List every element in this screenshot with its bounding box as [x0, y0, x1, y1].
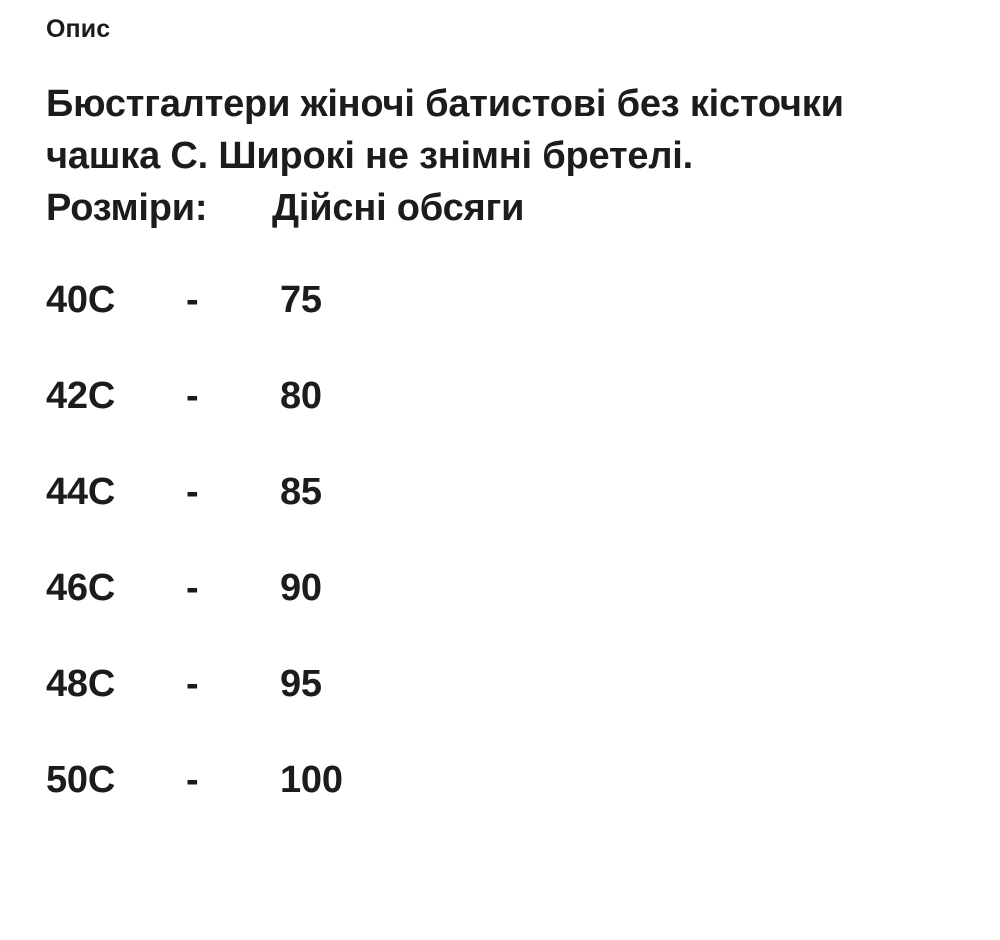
table-row: [46, 470, 343, 566]
size-value: 95: [280, 663, 322, 705]
separator-dash: -: [186, 567, 199, 609]
size-table: [46, 278, 343, 802]
table-row: [46, 566, 343, 662]
separator-dash: -: [186, 471, 199, 513]
description-block: [46, 78, 960, 234]
table-row: [46, 662, 343, 758]
size-code: 50С: [46, 759, 116, 801]
table-row: [46, 758, 343, 802]
table-row: [46, 374, 343, 470]
size-code: 40С: [46, 279, 116, 321]
sizes-heading-value: Дійсні обсяги: [272, 187, 525, 229]
separator-dash: -: [186, 375, 199, 417]
section-label-description: Опис: [46, 15, 111, 43]
sizes-heading-label: Розміри:: [46, 187, 208, 229]
separator-dash: -: [186, 759, 199, 801]
size-value: 80: [280, 375, 322, 417]
size-value: 90: [280, 567, 322, 609]
size-code: 44С: [46, 471, 116, 513]
size-value: 85: [280, 471, 322, 513]
size-value: 100: [280, 759, 343, 801]
table-row: [46, 278, 343, 374]
size-code: 42С: [46, 375, 116, 417]
size-code: 46С: [46, 567, 116, 609]
size-value: 75: [280, 279, 322, 321]
separator-dash: -: [186, 279, 199, 321]
separator-dash: -: [186, 663, 199, 705]
sizes-heading: [46, 182, 960, 234]
description-text: Бюстгалтери жіночі батистові без кісточки чашка С. Широкі не знімні бретелі.: [46, 83, 855, 177]
size-code: 48С: [46, 663, 116, 705]
